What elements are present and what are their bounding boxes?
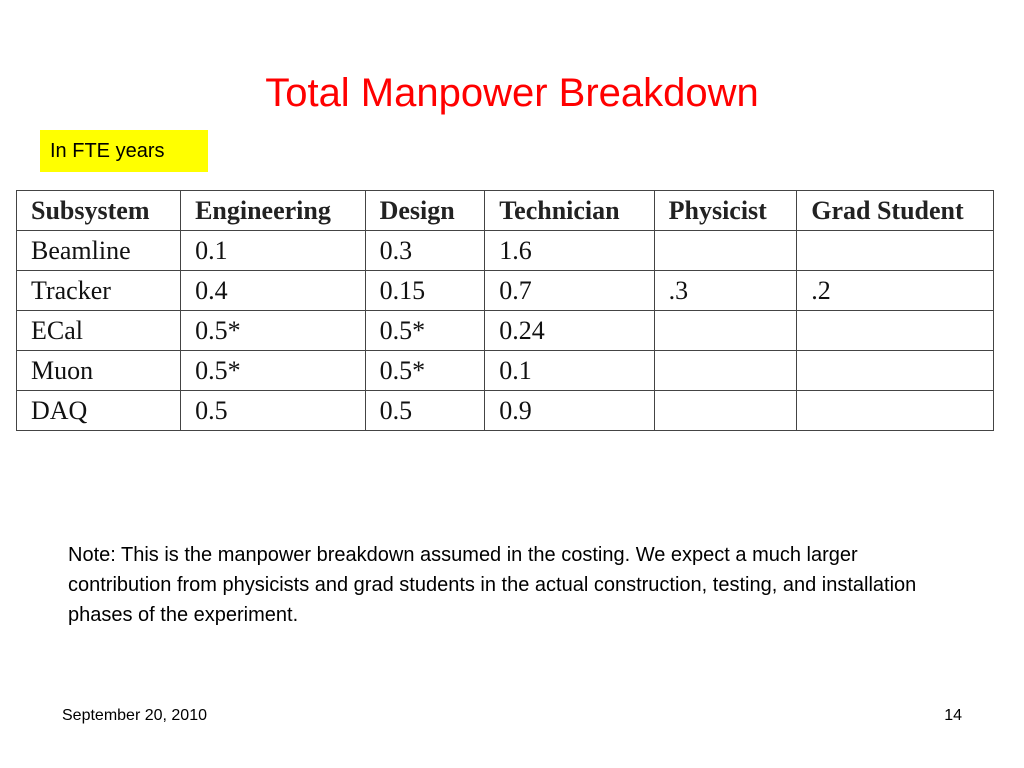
footer-date: September 20, 2010	[62, 707, 207, 724]
cell-physicist: .3	[654, 271, 797, 311]
header-design: Design	[365, 191, 485, 231]
cell-engineering: 0.5*	[181, 311, 366, 351]
unit-badge: In FTE years	[40, 130, 208, 172]
cell-grad-student	[797, 351, 994, 391]
header-technician: Technician	[485, 191, 654, 231]
header-subsystem: Subsystem	[17, 191, 181, 231]
table-row	[17, 311, 994, 351]
cell-physicist	[654, 391, 797, 431]
table-row	[17, 231, 994, 271]
cell-engineering: 0.5	[181, 391, 366, 431]
table-row	[17, 351, 994, 391]
manpower-table	[16, 190, 994, 431]
cell-technician: 0.24	[485, 311, 654, 351]
cell-design: 0.15	[365, 271, 485, 311]
cell-physicist	[654, 351, 797, 391]
cell-grad-student	[797, 391, 994, 431]
header-engineering: Engineering	[181, 191, 366, 231]
cell-technician: 0.9	[485, 391, 654, 431]
cell-engineering: 0.5*	[181, 351, 366, 391]
cell-subsystem: Tracker	[17, 271, 181, 311]
cell-subsystem: Beamline	[17, 231, 181, 271]
table-header-row	[17, 191, 994, 231]
cell-grad-student: .2	[797, 271, 994, 311]
cell-technician: 0.1	[485, 351, 654, 391]
cell-engineering: 0.1	[181, 231, 366, 271]
cell-design: 0.5*	[365, 311, 485, 351]
cell-engineering: 0.4	[181, 271, 366, 311]
cell-design: 0.5	[365, 391, 485, 431]
cell-physicist	[654, 311, 797, 351]
cell-subsystem: DAQ	[17, 391, 181, 431]
header-physicist: Physicist	[654, 191, 797, 231]
cell-subsystem: ECal	[17, 311, 181, 351]
cell-design: 0.3	[365, 231, 485, 271]
cell-grad-student	[797, 231, 994, 271]
slide-title: Total Manpower Breakdown	[265, 71, 759, 115]
cell-grad-student	[797, 311, 994, 351]
cell-design: 0.5*	[365, 351, 485, 391]
note-text: Note: This is the manpower breakdown assumed in the costing. We expect a much larger contribution from physicists and grad students in the actual construction, testing, and installation phases of the experiment.	[68, 544, 917, 626]
cell-physicist	[654, 231, 797, 271]
header-grad-student: Grad Student	[797, 191, 994, 231]
cell-technician: 1.6	[485, 231, 654, 271]
table-row	[17, 391, 994, 431]
table-row	[17, 271, 994, 311]
page-number: 14	[944, 707, 962, 724]
cell-subsystem: Muon	[17, 351, 181, 391]
cell-technician: 0.7	[485, 271, 654, 311]
